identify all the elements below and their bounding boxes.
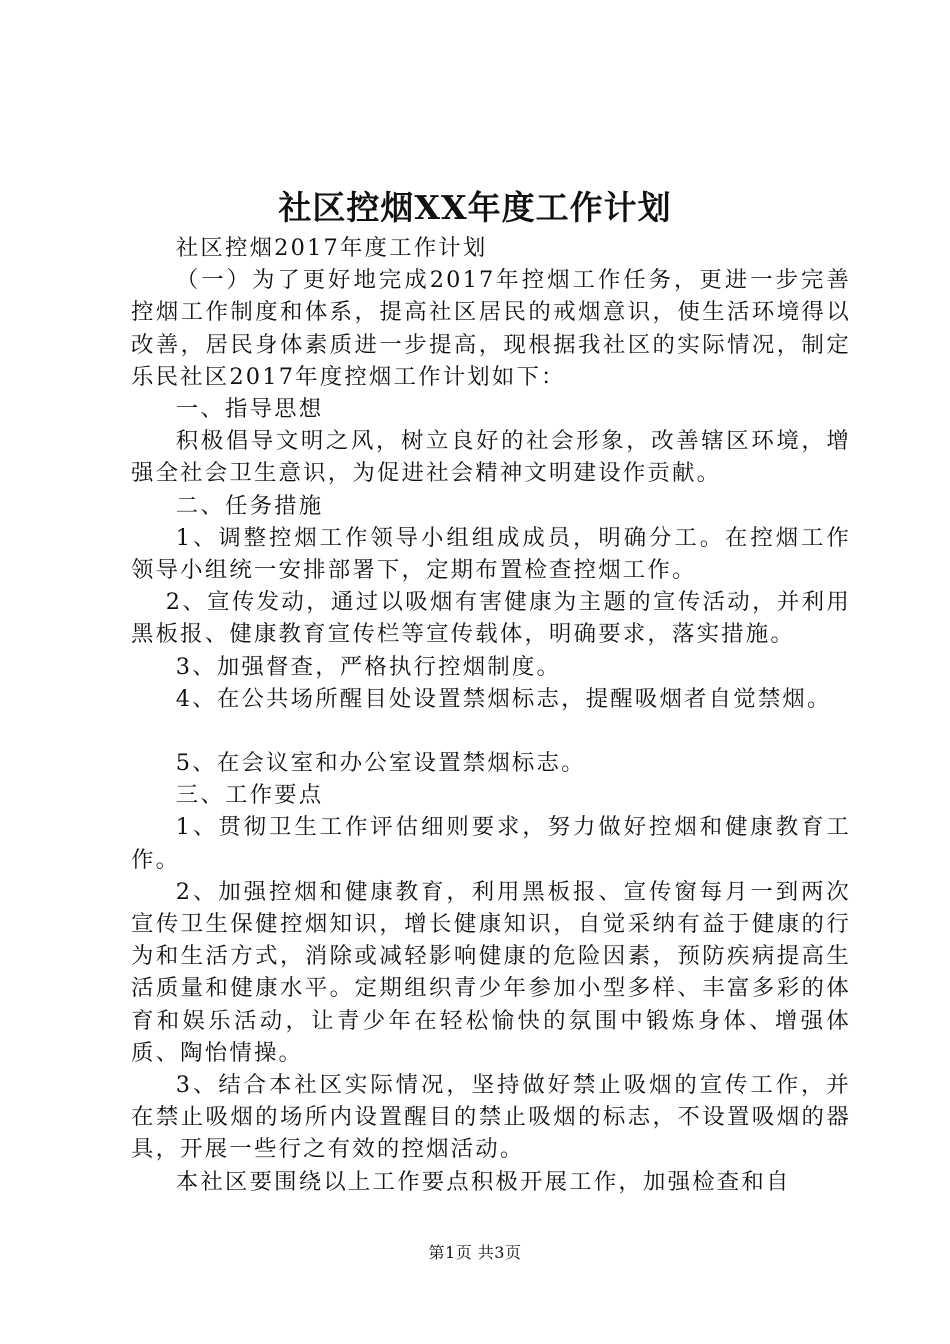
intro-paragraph: （一）为了更好地完成2017年控烟工作任务，更进一步完善控烟工作制度和体系，提高社区居民的戒烟意识，使生活环境得以改善，居民身体素质进一步提高，现根据我社区的实际情况，制定乐民社区2017年度控烟工作计划如下： bbox=[131, 267, 851, 390]
document-body bbox=[131, 232, 851, 1198]
blank-line bbox=[131, 715, 851, 747]
key-point-3: 3、结合本社区实际情况，坚持做好禁止吸烟的宣传工作，并在禁止吸烟的场所内设置醒目的禁止吸烟的标志，不设置吸烟的器具，开展一些行之有效的控烟活动。 bbox=[131, 1072, 851, 1163]
section-heading-measures: 二、任务措施 bbox=[175, 492, 324, 519]
section-heading-guiding: 一、指导思想 bbox=[175, 396, 324, 423]
section-heading-key-points: 三、工作要点 bbox=[175, 782, 324, 809]
page-footer: 第1页 共3页 bbox=[428, 1243, 522, 1262]
document-title: 社区控烟XX年度工作计划 bbox=[278, 188, 672, 227]
subtitle-paragraph: 社区控烟2017年度工作计划 bbox=[175, 235, 488, 261]
key-point-2: 2、加强控烟和健康教育，利用黑板报、宣传窗每月一到两次宣传卫生保健控烟知识，增长健康知识，自觉采纳有益于健康的行为和生活方式，消除或减轻影响健康的危险因素，预防疾病提高生活质量和健康水平。定期组织青少年参加小型多样、丰富多彩的体育和娱乐活动，让青少年在轻松愉快的氛围中锻炼身体、增强体质、陶怡情操。 bbox=[131, 878, 851, 1066]
measure-item-3: 3、加强督查，严格执行控烟制度。 bbox=[175, 653, 562, 680]
key-point-1: 1、贯彻卫生工作评估细则要求，努力做好控烟和健康教育工作。 bbox=[131, 814, 851, 873]
measure-item-5: 5、在会议室和办公室设置禁烟标志。 bbox=[175, 750, 586, 777]
measure-item-1: 1、调整控烟工作领导小组组成成员，明确分工。在控烟工作领导小组统一安排部署下，定期布置检查控烟工作。 bbox=[131, 524, 851, 584]
measure-item-2: 2、宣传发动，通过以吸烟有害健康为主题的宣传活动，并利用黑板报、健康教育宣传栏等宣传载体，明确要求，落实措施。 bbox=[131, 589, 851, 648]
measure-item-4: 4、在公共场所醒目处设置禁烟标志，提醒吸烟者自觉禁烟。 bbox=[175, 685, 832, 712]
closing-paragraph: 本社区要围绕以上工作要点积极开展工作，加强检查和自 bbox=[175, 1168, 791, 1195]
guiding-paragraph: 积极倡导文明之风，树立良好的社会形象，改善辖区环境，增强全社会卫生意识，为促进社会精神文明建设作贡献。 bbox=[131, 428, 851, 487]
